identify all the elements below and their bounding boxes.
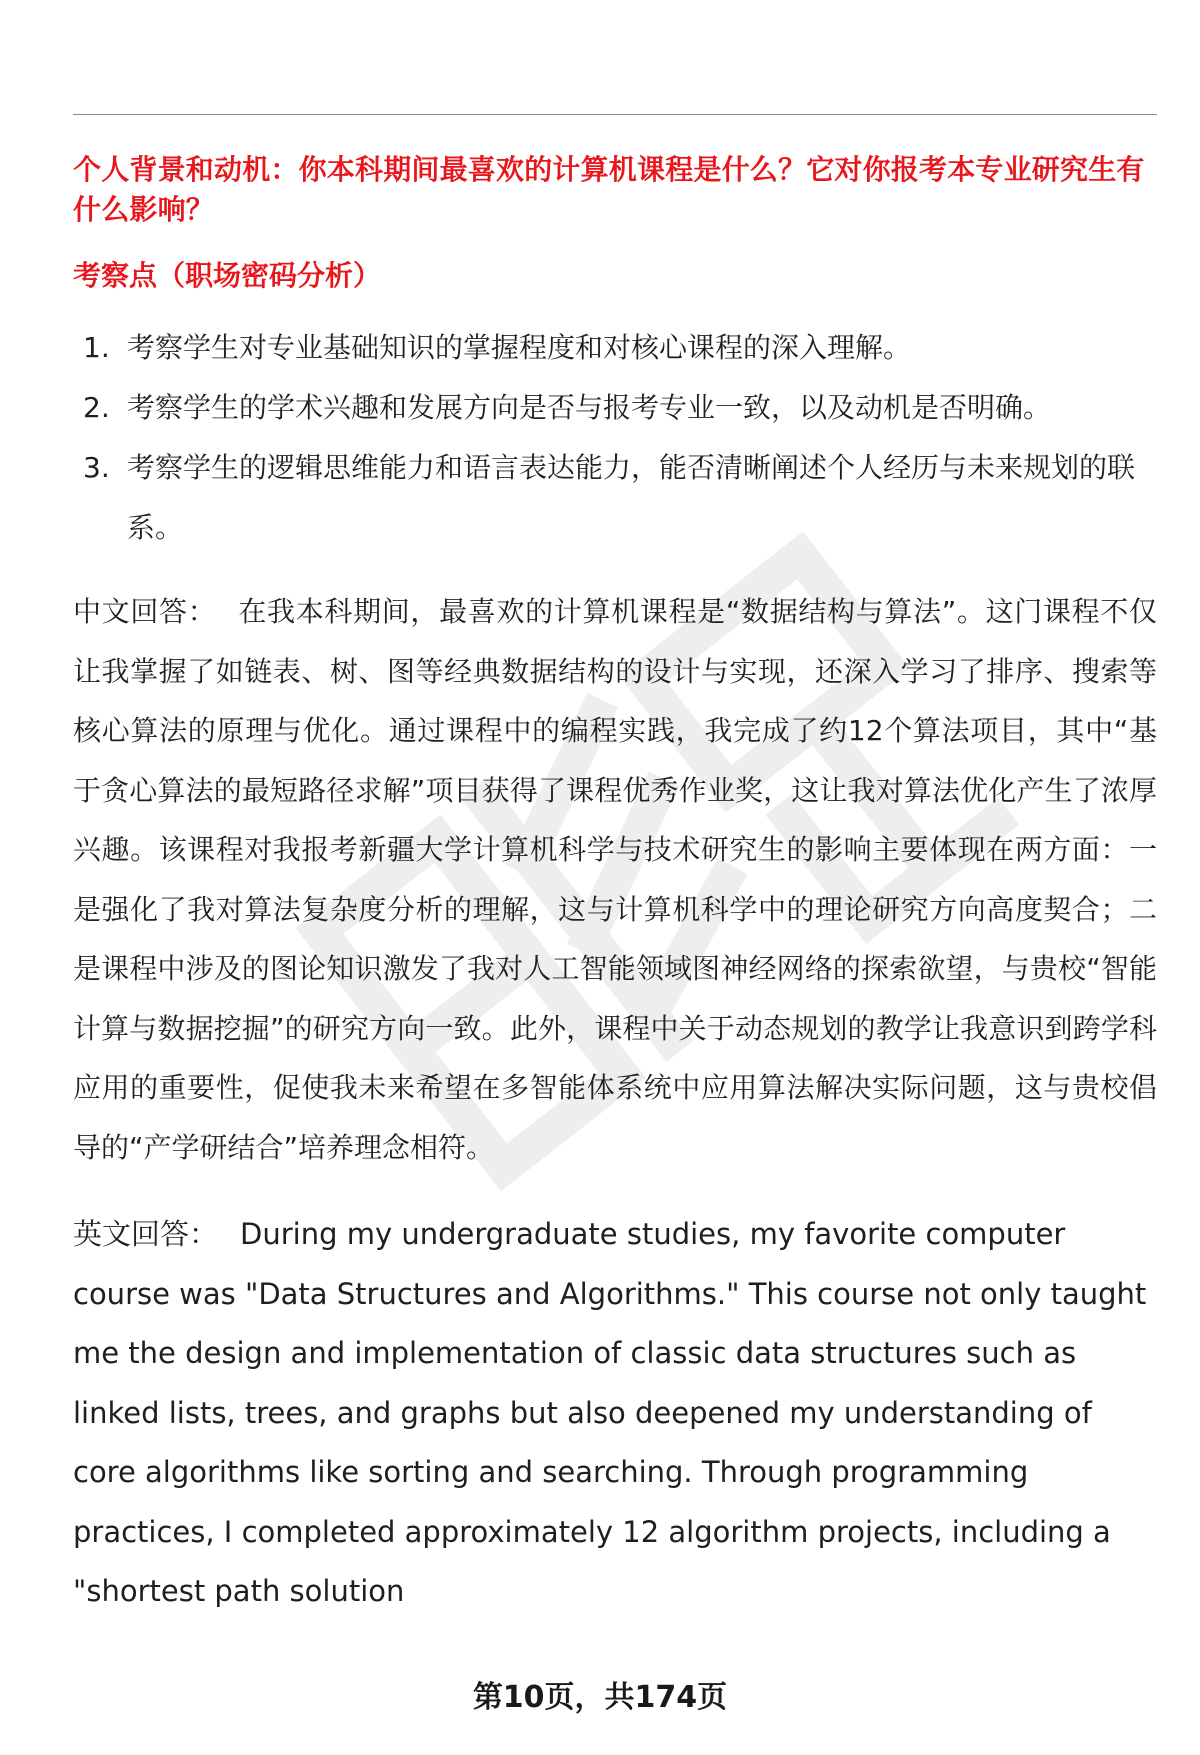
english-answer-text: During my undergraduate studies, my favorite computer course was "Data Structures and Algorithms." This course not only taught me the design and implementation of classic data structures such as linked lists, trees, and graphs but also deepened my understanding of core algorithms like sorting and searching. Through programming practices, I completed approximately 12 algorithm projects, including a "shortest path solution [73, 1217, 1147, 1608]
list-item [73, 378, 1157, 438]
list-item-number: 3. [83, 451, 110, 484]
english-answer [73, 1205, 1157, 1622]
chinese-answer-label: 中文回答： [73, 595, 217, 628]
list-item-number: 2. [83, 391, 110, 424]
page-content [73, 140, 1157, 1622]
list-item-text: 考察学生对专业基础知识的掌握程度和对核心课程的深入理解。 [127, 331, 912, 364]
question-heading: 个人背景和动机：你本科期间最喜欢的计算机课程是什么？它对你报考本专业研究生有什么影响？ [73, 153, 1145, 226]
chinese-answer-text: 在我本科期间，最喜欢的计算机课程是“数据结构与算法”。这门课程不仅让我掌握了如链表、树、图等经典数据结构的设计与实现，还深入学习了排序、搜索等核心算法的原理与优化。通过课程中的编程实践，我完成了约12个算法项目，其中“基于贪心算法的最短路径求解”项目获得了课程优秀作业奖，这让我对算法优化产生了浓厚兴趣。该课程对我报考新疆大学计算机科学与技术研究生的影响主要体现在两方面：一是强化了我对算法复杂度分析的理解，这与计算机科学中的理论研究方向高度契合；二是课程中涉及的图论知识激发了我对人工智能领域图神经网络的探索欲望，与贵校“智能计算与数据挖掘”的研究方向一致。此外，课程中关于动态规划的教学让我意识到跨学科应用的重要性，促使我未来希望在多智能体系统中应用算法解决实际问题，这与贵校倡导的“产学研结合”培养理念相符。 [73, 595, 1157, 1164]
assessment-points-title: 考察点（职场密码分析） [73, 259, 382, 292]
assessment-points-list [73, 318, 1157, 558]
english-answer-label: 英文回答： [73, 1217, 219, 1251]
header-rule [73, 114, 1157, 115]
list-item [73, 438, 1157, 558]
list-item [73, 318, 1157, 378]
page-number-footer: 第10页，共174页 [472, 1680, 728, 1715]
chinese-answer [73, 582, 1157, 1177]
list-item-number: 1. [83, 331, 110, 364]
list-item-text: 考察学生的学术兴趣和发展方向是否与报考专业一致，以及动机是否明确。 [127, 391, 1052, 424]
list-item-text: 考察学生的逻辑思维能力和语言表达能力，能否清晰阐述个人经历与未来规划的联系。 [127, 451, 1136, 544]
